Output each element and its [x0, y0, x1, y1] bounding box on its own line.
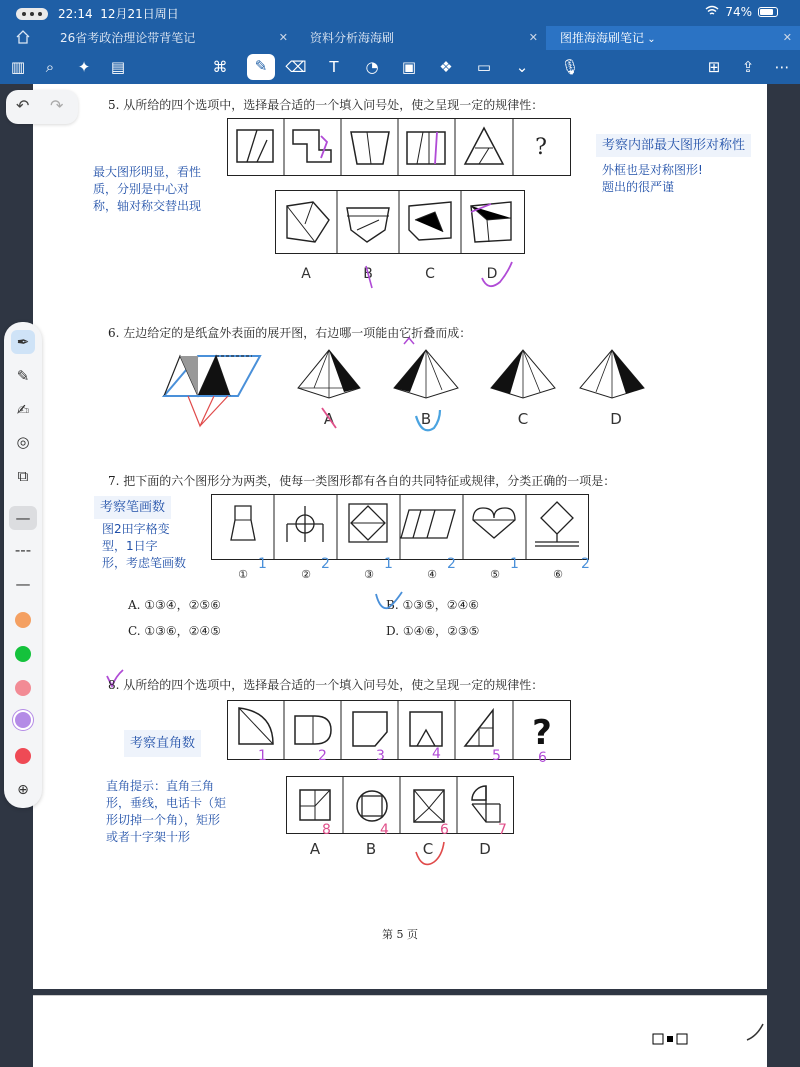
q8-count-5: 5	[492, 748, 501, 764]
q7-stroke-4: 2	[447, 556, 456, 572]
search-icon[interactable]: ⌕	[45, 58, 55, 76]
q5-handwritten-marks	[360, 262, 520, 292]
q7-answer-d[interactable]: D. ①④⑥，②③⑤	[386, 624, 480, 638]
color-green[interactable]	[15, 646, 31, 662]
q7-stroke-1: 1	[258, 556, 267, 572]
tool-palette	[4, 322, 42, 808]
microphone-icon[interactable]: 🎙	[560, 58, 580, 76]
lasso-icon[interactable]: ⌘	[212, 58, 228, 76]
sidebar-icon[interactable]: ▥	[10, 58, 26, 76]
q8-count-6: 6	[538, 750, 547, 766]
more-tools-icon[interactable]: ⌄	[515, 58, 529, 76]
shape-icon[interactable]: ◔	[365, 58, 379, 76]
q8-option-count-d: 7	[498, 822, 507, 838]
q8-option-a[interactable]: A	[309, 840, 321, 858]
page-curl-icon[interactable]	[745, 1022, 765, 1042]
q7-label-4: ④	[427, 568, 437, 581]
q8-count-3: 3	[376, 748, 385, 764]
note-icon[interactable]: ▭	[476, 58, 492, 76]
brush-pen-icon[interactable]: ✍	[16, 401, 30, 419]
status-time: 22:14 12月21日周日	[58, 7, 179, 21]
tab-label: 资料分析海海刷	[310, 31, 395, 45]
q8-option-count-c: 6	[440, 822, 449, 838]
fountain-pen-icon[interactable]: ✒	[11, 330, 35, 354]
q6-text: 6. 左边给定的是纸盒外表面的展开图，右边哪一项能由它折叠而成：	[108, 326, 472, 340]
pen-tool-icon[interactable]: ✎	[247, 54, 275, 80]
q7-stroke-5: 1	[510, 556, 519, 572]
q8-text: 8. 从所给的四个选项中，选择最合适的一个填入问号处，使之呈现一定的规律性：	[108, 678, 544, 692]
color-orange[interactable]	[15, 612, 31, 628]
qr-icon	[653, 1034, 693, 1046]
close-icon[interactable]: ✕	[528, 31, 538, 44]
q7-note-title: 考察笔画数	[94, 496, 171, 519]
q5-note-title: 考察内部最大图形对称性	[596, 134, 751, 157]
battery-icon	[758, 7, 778, 17]
ballpoint-pen-icon[interactable]: ✎	[16, 367, 30, 385]
q8-option-b[interactable]: B	[365, 840, 377, 858]
q8-option-d[interactable]: D	[479, 840, 491, 858]
q8-count-1: 1	[258, 748, 267, 764]
ai-sparkle-icon[interactable]: ✦	[77, 58, 91, 76]
q5-option-b[interactable]: B	[363, 266, 373, 282]
page-number: 第 5 页	[382, 928, 418, 941]
q8-option-count-b: 4	[380, 822, 389, 838]
more-icon[interactable]: ⋯	[774, 58, 790, 76]
text-box-icon[interactable]: T	[329, 58, 339, 76]
q7-note: 图2田字格变 型，1日字 形，考虑笔画数	[102, 522, 187, 570]
q7-answer-b[interactable]: B. ①③⑤，②④⑥	[386, 598, 479, 612]
tab-label: 图推海海刷笔记	[560, 31, 645, 45]
next-page[interactable]	[33, 995, 767, 1067]
document-icon[interactable]: ▤	[110, 58, 126, 76]
home-icon[interactable]	[16, 30, 30, 44]
q6-option-d[interactable]: D	[610, 410, 622, 428]
q5-note-left: 最大图形明显，看性 质，分别是中心对 称，轴对称交替出现	[93, 165, 202, 213]
color-pink[interactable]	[15, 680, 31, 696]
sticker-icon[interactable]: ❖	[439, 58, 453, 76]
toolbar	[0, 50, 800, 84]
image-icon[interactable]: ▣	[401, 58, 417, 76]
q8-note: 直角提示：直角三角 形，垂线，电话卡（矩 形切掉一个角），矩形 或者十字架十形	[106, 779, 227, 844]
undo-redo-group	[6, 90, 78, 124]
q5-option-a[interactable]: A	[301, 266, 311, 282]
tab-label: 26省考政治理论带背笔记	[60, 31, 196, 45]
close-icon[interactable]: ✕	[782, 31, 792, 44]
q5-question-mark: ?	[535, 135, 547, 160]
q7-label-2: ②	[301, 568, 311, 581]
redo-icon[interactable]: ↷	[50, 96, 64, 115]
q7-stroke-6: 2	[581, 556, 590, 572]
q7-label-6: ⑥	[553, 568, 563, 581]
q8-option-c[interactable]: C	[422, 840, 434, 858]
eraser-icon[interactable]: ⌫	[285, 58, 307, 76]
q8-count-4: 4	[432, 746, 441, 762]
tab-bar	[0, 26, 800, 50]
status-right	[705, 5, 778, 19]
q8-option-count-a: 8	[322, 822, 331, 838]
thick-line-icon[interactable]: —	[9, 506, 37, 530]
q6-option-c[interactable]: C	[517, 410, 529, 428]
q8-answer-mark	[410, 840, 450, 870]
add-color-icon[interactable]: ⊕	[17, 782, 29, 798]
shape-tool-icon[interactable]: ⧉	[17, 467, 29, 485]
q5-option-d[interactable]: D	[486, 266, 498, 282]
q7-label-5: ⑤	[490, 568, 500, 581]
dashed-line-icon[interactable]: ---	[14, 541, 32, 559]
tab-data-analysis[interactable]	[296, 26, 546, 50]
q6-handwritten-marks	[318, 402, 448, 438]
close-icon[interactable]: ✕	[278, 31, 288, 44]
q6-option-a[interactable]: A	[323, 410, 335, 428]
status-bar	[0, 0, 800, 26]
tab-politics-notes[interactable]	[46, 26, 296, 50]
solid-line-icon[interactable]: —	[15, 575, 31, 593]
undo-icon[interactable]: ↶	[16, 96, 30, 115]
color-purple-selected[interactable]	[15, 712, 31, 728]
q5-note-right: 外框也是对称图形! 题出的很严谨	[602, 163, 703, 194]
q7-label-1: ①	[238, 568, 248, 581]
q8-note-title: 考察直角数	[124, 730, 201, 757]
q7-text: 7. 把下面的六个图形分为两类，使每一类图形都有各自的共同特征或规律，分类正确的一项是：	[108, 474, 616, 488]
q8-question-mark: ?	[532, 713, 552, 753]
tab-figure-reasoning[interactable]: 图推海海刷笔记 ⌄ ✕	[546, 26, 800, 50]
q5-option-c[interactable]: C	[425, 266, 435, 282]
multitask-dots-icon[interactable]	[16, 8, 48, 20]
q7-stroke-2: 2	[321, 556, 330, 572]
q7-answer-a[interactable]: A. ①③④，②⑤⑥	[128, 598, 221, 612]
q6-caret-mark	[402, 336, 416, 346]
wifi-icon	[705, 5, 719, 19]
q7-answer-c[interactable]: C. ①③⑥，②④⑤	[128, 624, 221, 638]
q7-label-3: ③	[364, 568, 374, 581]
battery-percent: 74%	[725, 5, 752, 19]
q7-checkmark	[372, 590, 412, 614]
q5-text: 5. 从所给的四个选项中，选择最合适的一个填入问号处，使之呈现一定的规律性：	[108, 98, 544, 112]
highlighter-icon[interactable]: ◎	[16, 433, 30, 451]
q8-count-2: 2	[318, 748, 327, 764]
share-icon[interactable]: ⇪	[741, 58, 755, 76]
add-page-icon[interactable]: ⊞	[707, 58, 721, 76]
q7-stroke-3: 1	[384, 556, 393, 572]
color-red[interactable]	[15, 748, 31, 764]
q6-option-b[interactable]: B	[420, 410, 432, 428]
